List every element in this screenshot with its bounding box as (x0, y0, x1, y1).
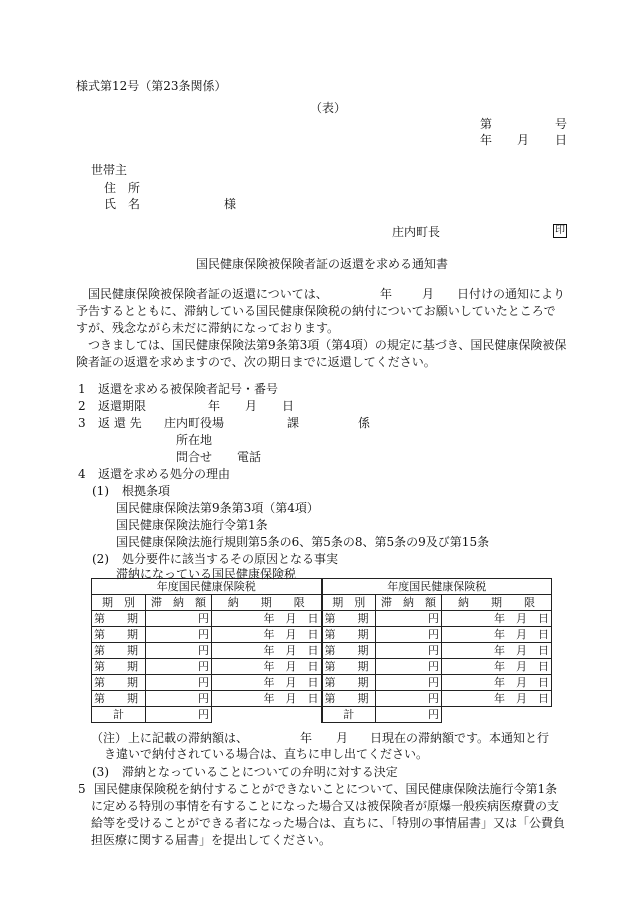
front-label: （表） (310, 101, 347, 115)
note-line2: き違いで納付されている場合は、直ちに申し出てください。 (104, 747, 429, 761)
deadline-cell: 年 月 日 (442, 611, 552, 627)
col-deadline: 納 期 限 (442, 595, 552, 611)
period-cell: 第 期 (92, 627, 146, 643)
amount-cell: 円 (376, 627, 442, 643)
item-1-label: 返還を求める被保険者記号・番号 (98, 382, 279, 396)
period-cell: 第 期 (92, 675, 146, 691)
item-3-office: 庄内町役場 (164, 416, 225, 430)
period-cell: 第 期 (92, 643, 146, 659)
date-month: 月 (517, 133, 530, 147)
amount-cell: 円 (376, 659, 442, 675)
period-cell: 第 期 (322, 675, 376, 691)
amount-cell: 円 (146, 643, 212, 659)
date-day: 日 (555, 133, 568, 147)
body-p2-line1: つきましては、国民健康保険法第9条第3項（第4項）の規定に基づき、国民健康保険被保 (88, 338, 567, 352)
item-3-location: 所在地 (176, 433, 213, 447)
body-p1-year: 年 (380, 287, 393, 301)
note-label: （注） (91, 731, 128, 745)
table-row (92, 659, 552, 675)
body-p1-a: 国民健康保険被保険者証の返還については、 (88, 287, 328, 301)
law-1: 国民健康保険法第9条第3項（第4項） (116, 501, 319, 515)
amount-cell: 円 (376, 675, 442, 691)
item-5-line4: 担医療に関する届書」を提出してください。 (91, 833, 332, 847)
item-4-3-label: 滞納となっていることについての弁明に対する決定 (122, 765, 398, 779)
body-p1-line3: すが、残念ながら未だに滞納になっております。 (76, 321, 340, 335)
item-3-number: 3 (78, 416, 86, 430)
body-p1-month: 月 (422, 287, 435, 301)
total-amount: 円 (376, 707, 442, 723)
empty-cell (442, 707, 552, 723)
period-cell: 第 期 (322, 643, 376, 659)
note-line1-b: 日現在の滞納額です。本通知と行 (370, 731, 550, 745)
period-cell: 第 期 (92, 659, 146, 675)
table-total-row (92, 707, 552, 723)
recipient-head: 世帯主 (91, 163, 128, 177)
doc-number-prefix: 第 (480, 117, 493, 131)
col-amount: 滞 納 額 (146, 595, 212, 611)
item-3-section: 課 (287, 416, 300, 430)
period-cell: 第 期 (92, 611, 146, 627)
deadline-cell: 年 月 日 (212, 611, 322, 627)
item-3-phone: 電話 (237, 450, 262, 464)
deadline-cell: 年 月 日 (442, 627, 552, 643)
period-cell: 第 期 (322, 611, 376, 627)
table-row (92, 675, 552, 691)
item-3-contact: 問合せ (176, 450, 213, 464)
item-4-2-label: 処分要件に該当するその原因となる事実 (122, 552, 339, 566)
item-4-2-number: (2) (92, 552, 109, 566)
deadline-cell: 年 月 日 (442, 675, 552, 691)
law-3: 国民健康保険法施行規則第5条の6、第5条の8、第5条の9及び第15条 (116, 535, 490, 549)
document-title: 国民健康保険被保険者証の返還を求める通知書 (196, 257, 449, 271)
date-year: 年 (480, 133, 493, 147)
group-header-left: 年度国民健康保険税 (92, 579, 322, 595)
col-period: 期 別 (92, 595, 146, 611)
body-p1-line2: 予告するとともに、滞納している国民健康保険税の納付についてお願いしていたところで (76, 304, 556, 318)
body-p1-b: 日付けの通知により (457, 287, 566, 301)
recipient-honorific: 様 (224, 197, 237, 211)
empty-cell (212, 707, 322, 723)
amount-cell: 円 (146, 691, 212, 707)
item-4-label: 返還を求める処分の理由 (98, 467, 231, 481)
amount-cell: 円 (376, 611, 442, 627)
seal-mark: 印 (555, 225, 565, 236)
period-cell: 第 期 (322, 627, 376, 643)
form-reference: 様式第12号（第23条関係） (76, 79, 227, 93)
item-3-label: 返 還 先 (98, 416, 142, 430)
item-2-month: 月 (245, 399, 258, 413)
note-month: 月 (336, 731, 349, 745)
issuer: 庄内町長 (392, 225, 441, 239)
law-2: 国民健康保険法施行令第1条 (116, 518, 268, 532)
recipient-name-label: 氏 名 (104, 197, 141, 211)
amount-cell: 円 (376, 643, 442, 659)
item-3-subsection: 係 (358, 416, 371, 430)
amount-cell: 円 (376, 691, 442, 707)
item-1-number: 1 (78, 382, 86, 396)
deadline-cell: 年 月 日 (212, 691, 322, 707)
arrears-label: 滞納になっている国民健康保険税 (116, 567, 297, 581)
col-deadline: 納 期 限 (212, 595, 322, 611)
table-row (92, 643, 552, 659)
item-5-line3: 給等を受けることができる者になった場合は、直ちに、「特別の事情届書」又は「公費負 (91, 816, 566, 830)
item-4-1-number: (1) (92, 484, 109, 498)
deadline-cell: 年 月 日 (442, 691, 552, 707)
table-group-header-row (92, 579, 552, 595)
group-header-right: 年度国民健康保険税 (322, 579, 552, 595)
table-column-header-row (92, 595, 552, 611)
doc-number-suffix: 号 (555, 117, 568, 131)
deadline-cell: 年 月 日 (442, 643, 552, 659)
deadline-cell: 年 月 日 (212, 659, 322, 675)
item-2-day: 日 (282, 399, 295, 413)
item-2-number: 2 (78, 399, 86, 413)
col-amount: 滞 納 額 (376, 595, 442, 611)
arrears-table (91, 578, 552, 723)
item-4-number: 4 (78, 467, 86, 481)
amount-cell: 円 (146, 675, 212, 691)
item-4-1-label: 根拠条項 (122, 484, 171, 498)
table-row (92, 611, 552, 627)
item-5-number: 5 (78, 782, 86, 796)
item-5-line1: 国民健康保険税を納付することができないことについて、国民健康保険法施行令第1条 (94, 782, 558, 796)
col-period: 期 別 (322, 595, 376, 611)
recipient-address-label: 住 所 (104, 181, 141, 195)
table-row (92, 691, 552, 707)
deadline-cell: 年 月 日 (212, 643, 322, 659)
item-2-label: 返還期限 (98, 399, 147, 413)
item-2-year: 年 (208, 399, 221, 413)
total-amount: 円 (146, 707, 212, 723)
total-label: 計 (92, 707, 146, 723)
amount-cell: 円 (146, 611, 212, 627)
deadline-cell: 年 月 日 (212, 627, 322, 643)
amount-cell: 円 (146, 659, 212, 675)
period-cell: 第 期 (322, 659, 376, 675)
deadline-cell: 年 月 日 (212, 675, 322, 691)
table-row (92, 627, 552, 643)
period-cell: 第 期 (92, 691, 146, 707)
item-5-line2: に定める特別の事情を有することになった場合又は被保険者が原爆一般疾病医療費の支 (91, 799, 560, 813)
body-p2-line2: 険者証の返還を求めますので、次の期日までに返還してください。 (76, 355, 436, 369)
item-4-3-number: (3) (92, 765, 109, 779)
deadline-cell: 年 月 日 (442, 659, 552, 675)
note-year: 年 (300, 731, 313, 745)
total-label: 計 (322, 707, 376, 723)
period-cell: 第 期 (322, 691, 376, 707)
amount-cell: 円 (146, 627, 212, 643)
note-line1-a: 上に記載の滞納額は、 (128, 731, 249, 745)
